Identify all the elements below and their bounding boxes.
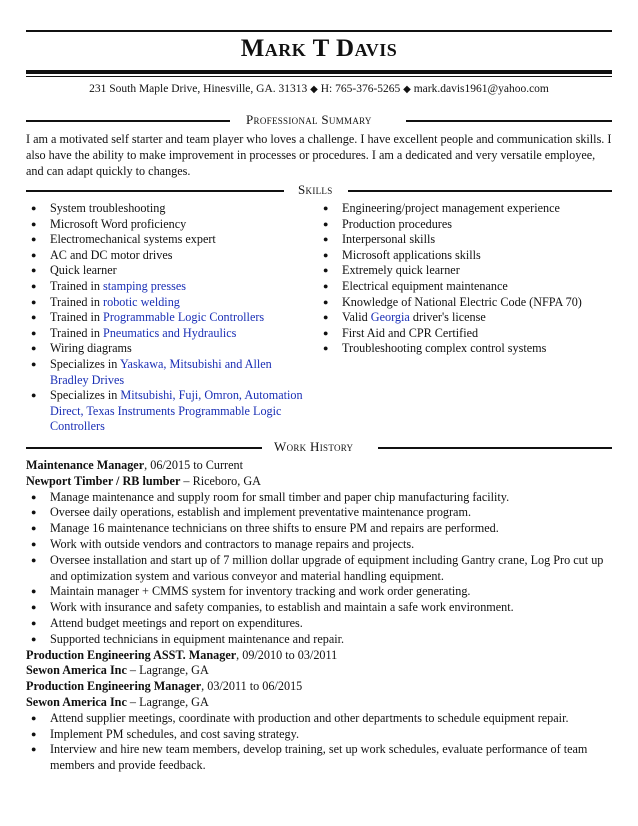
top-rule bbox=[26, 30, 612, 32]
job-duty: ● Oversee installation and start up of 7 million dollar upgrade of equipment including Gantry crane, Log Pro cut up and optimization system and various conveyor and material handling equipment. bbox=[26, 553, 616, 585]
skill-link[interactable]: Pneumatics and Hydraulics bbox=[103, 325, 237, 340]
job-duty: ● Maintain manager + CMMS system for inventory tracking and work order generating. bbox=[26, 584, 616, 600]
skill-item bbox=[318, 341, 616, 357]
skill-item bbox=[318, 279, 616, 295]
work-heading bbox=[26, 440, 612, 454]
skill-item bbox=[318, 232, 616, 248]
skill-link[interactable]: Georgia bbox=[370, 310, 410, 325]
header-thick-rule bbox=[26, 70, 612, 74]
skill-link[interactable]: stamping presses bbox=[103, 278, 186, 293]
skill-text: Electromechanical systems expert bbox=[50, 232, 216, 247]
skill-text: Trained in bbox=[50, 310, 104, 325]
summary-title: Professional Summary bbox=[246, 112, 372, 127]
skill-text: Electrical equipment maintenance bbox=[342, 278, 508, 293]
skill-text: Valid bbox=[342, 310, 371, 325]
summary-heading bbox=[26, 113, 612, 127]
job-duty: ● Work with insurance and safety companies, to establish and maintain a safe work environment. bbox=[26, 600, 616, 616]
skill-text: Extremely quick learner bbox=[342, 263, 460, 278]
separator-diamond-icon: ◆ bbox=[403, 84, 411, 95]
skill-item bbox=[318, 248, 616, 264]
work-title: Work History bbox=[274, 439, 354, 454]
skill-link[interactable]: Yaskawa, Mitsubishi and Allen Bradley Drives bbox=[50, 356, 272, 387]
job-company-line bbox=[26, 474, 616, 490]
header-thin-rule bbox=[26, 76, 612, 77]
job-duty: ● Work with outside vendors and contractors to manage repairs and projects. bbox=[26, 537, 616, 553]
skill-item bbox=[318, 326, 616, 342]
skill-text: System troubleshooting bbox=[50, 201, 166, 215]
address: 231 South Maple Drive, Hinesville, GA. 31313 bbox=[89, 83, 308, 95]
skill-item bbox=[26, 279, 308, 295]
skill-text: Production procedures bbox=[342, 216, 452, 231]
skill-text: Microsoft applications skills bbox=[342, 247, 481, 262]
skill-text: Trained in bbox=[50, 278, 104, 293]
email[interactable]: mark.davis1961@yahoo.com bbox=[413, 83, 549, 95]
phone: H: 765-376-5265 bbox=[320, 83, 401, 95]
skill-item bbox=[26, 201, 308, 217]
work-history bbox=[26, 458, 616, 774]
skill-item bbox=[318, 201, 616, 217]
skills-left-list bbox=[26, 201, 308, 435]
job-duty: ● Manage maintenance and supply room for small timber and paper chip manufacturing facility. bbox=[26, 490, 616, 506]
page-title: Mark T Davis bbox=[240, 35, 398, 62]
job-duty: ● Manage 16 maintenance technicians on three shifts to ensure PM and repairs are performed. bbox=[26, 521, 616, 537]
skill-item bbox=[26, 295, 308, 311]
job-company: Newport Timber / RB lumber bbox=[26, 473, 181, 488]
skill-link[interactable]: robotic welding bbox=[103, 294, 180, 309]
job-role: Production Engineering Manager bbox=[26, 679, 202, 694]
job-location: – Riceboro, GA bbox=[180, 473, 261, 488]
job-location: – Lagrange, GA bbox=[126, 694, 209, 709]
skill-item bbox=[26, 310, 308, 326]
skill-item bbox=[26, 263, 308, 279]
job-title-line bbox=[26, 458, 616, 474]
skill-text: Specializes in bbox=[50, 356, 120, 371]
skill-item bbox=[26, 357, 308, 388]
job-duty: ● Supported technicians in equipment maintenance and repair. bbox=[26, 632, 616, 648]
separator-diamond-icon: ◆ bbox=[310, 84, 318, 95]
skill-item bbox=[318, 310, 616, 326]
skill-text-suffix: driver's license bbox=[409, 310, 486, 325]
skill-text: Engineering/project management experience bbox=[342, 201, 560, 215]
skill-text: Microsoft Word proficiency bbox=[50, 216, 187, 231]
job-company: Sewon America Inc bbox=[26, 694, 127, 709]
skill-text: Quick learner bbox=[50, 263, 117, 278]
summary-text: I am a motivated self starter and team player who loves a challenge. I have excellent people and communication skills. I also have the ability to make improvement in processes or procedures. I am a dedicated and very versatile employee, and can adapt quickly to changes. bbox=[26, 132, 612, 178]
skill-text: Specializes in bbox=[50, 388, 121, 403]
job-role: Maintenance Manager bbox=[26, 458, 145, 472]
job-duty: ● Implement PM schedules, and cost saving strategy. bbox=[26, 727, 616, 743]
job-dates: , 09/2010 to 03/2011 bbox=[236, 647, 338, 662]
job-duty: ● Oversee daily operations, establish and implement preventative maintenance program. bbox=[26, 505, 616, 521]
job-dates: , 06/2015 to Current bbox=[144, 458, 243, 472]
job-dates: , 03/2011 to 06/2015 bbox=[201, 679, 303, 694]
skill-item bbox=[318, 217, 616, 233]
skill-text: Trained in bbox=[50, 294, 104, 309]
job-location: – Lagrange, GA bbox=[126, 663, 209, 678]
skill-text: Troubleshooting complex control systems bbox=[342, 341, 547, 356]
skill-item bbox=[26, 326, 308, 342]
job-title-line bbox=[26, 648, 616, 664]
skills-right-list bbox=[318, 201, 616, 357]
skill-text: Interpersonal skills bbox=[342, 232, 436, 247]
skills-title: Skills bbox=[298, 182, 333, 197]
skill-item bbox=[26, 341, 308, 357]
contact-line bbox=[0, 82, 638, 97]
skill-text: Trained in bbox=[50, 325, 104, 340]
skill-text: Knowledge of National Electric Code (NFPA 70) bbox=[342, 294, 582, 309]
job-duty: ● Interview and hire new team members, develop training, set up work schedules, evaluate performance of team members and provide feedback. bbox=[26, 742, 616, 774]
skills-heading bbox=[26, 183, 612, 197]
job-company-line bbox=[26, 663, 616, 679]
skill-link[interactable]: Programmable Logic Controllers bbox=[103, 310, 265, 325]
skill-item bbox=[26, 217, 308, 233]
job-company: Sewon America Inc bbox=[26, 663, 127, 678]
skill-item bbox=[318, 295, 616, 311]
skill-item bbox=[318, 263, 616, 279]
skill-text: Wiring diagrams bbox=[50, 341, 132, 356]
job-duty: ● Attend supplier meetings, coordinate with production and other departments to schedule equipment repair. bbox=[26, 711, 616, 727]
job-duties bbox=[26, 490, 616, 648]
skill-item bbox=[26, 248, 308, 264]
job-company-line bbox=[26, 695, 616, 711]
skill-text: First Aid and CPR Certified bbox=[342, 325, 479, 340]
skill-item bbox=[26, 232, 308, 248]
skill-link[interactable]: Mitsubishi, Fuji, Omron, Automation Direct, Texas Instruments Programmable Logic Controllers bbox=[50, 388, 303, 434]
job-role: Production Engineering ASST. Manager bbox=[26, 647, 237, 662]
skill-item bbox=[26, 388, 308, 435]
job-duties bbox=[26, 711, 616, 774]
job-duty: ● Attend budget meetings and report on expenditures. bbox=[26, 616, 616, 632]
skill-text: AC and DC motor drives bbox=[50, 247, 173, 262]
job-title-line bbox=[26, 679, 616, 695]
